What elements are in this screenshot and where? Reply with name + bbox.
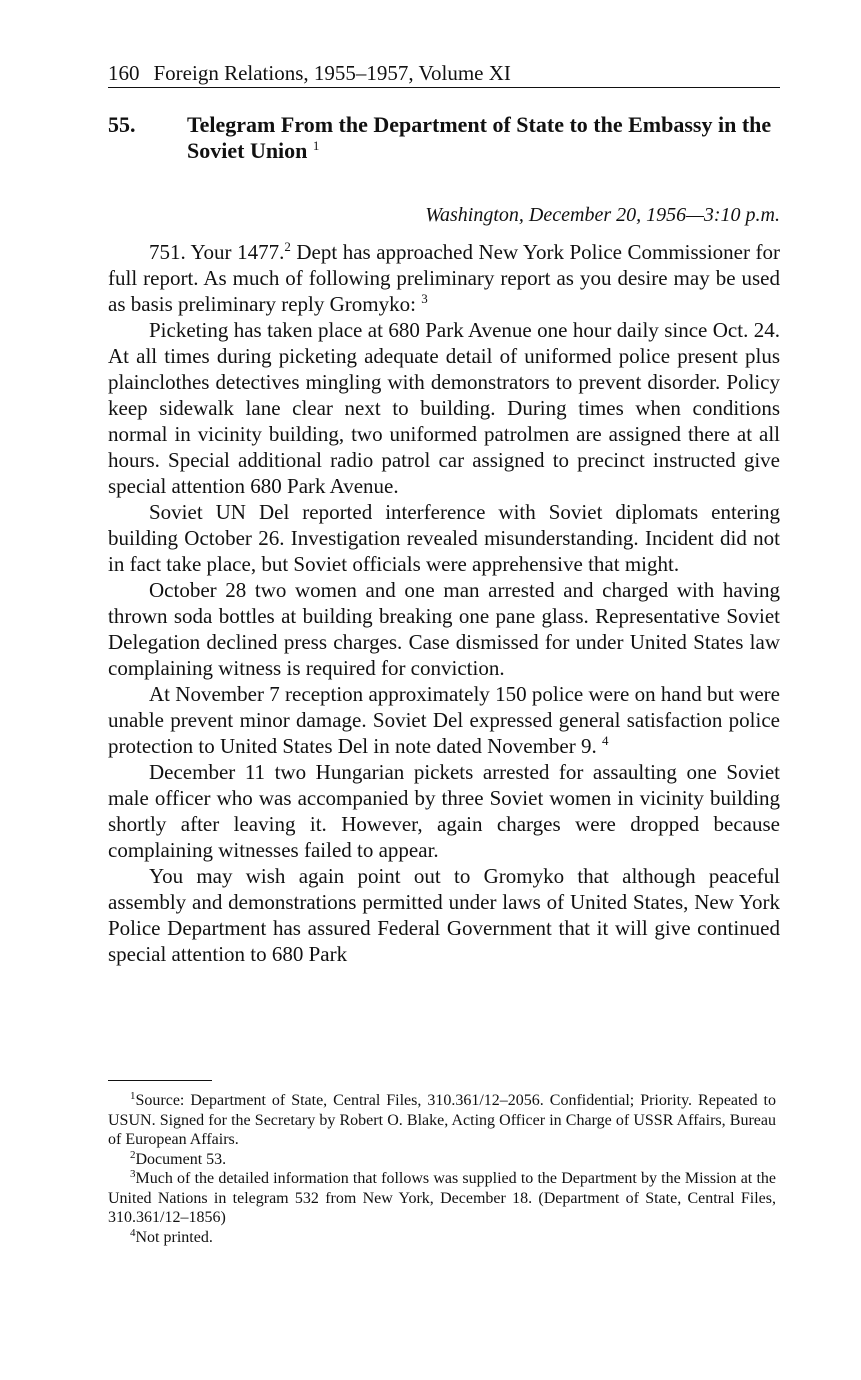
paragraph: Soviet UN Del reported interference with Soviet diplomats entering building October 26. Investigation revealed misunderstanding. Incident did not in fact take place, but Soviet officials were apprehensive that might. <box>108 500 780 576</box>
footnotes <box>108 1091 776 1247</box>
footnote-ref[interactable]: 3 <box>421 291 428 306</box>
document-title: Telegram From the Department of State to the Embassy in the Soviet Union <box>187 112 772 163</box>
footnote <box>108 1169 776 1228</box>
telegram-body <box>108 239 780 967</box>
paragraph: You may wish again point out to Gromyko that although peaceful assembly and demonstrations permitted under laws of United States, New York Police Department has assured Federal Government that it will give continued special attention to 680 Park <box>108 864 780 966</box>
footnote-text: Document 53. <box>135 1150 227 1168</box>
paragraph <box>108 239 780 317</box>
footnote-text: Not printed. <box>135 1228 213 1246</box>
document-number: 55. <box>108 112 136 137</box>
footnote-ref[interactable]: 2 <box>284 239 291 254</box>
page-number: 160 <box>108 61 140 85</box>
footnote-text: Much of the detailed information that follows was supplied to the Department by the Mission at the United Nations in telegram 532 from New York, December 18. (Department of State, Central Files, 310.361/12–1856) <box>108 1170 776 1226</box>
running-head <box>108 60 780 88</box>
footnote <box>108 1091 776 1150</box>
footnote <box>108 1150 776 1170</box>
document-title-block <box>187 112 780 164</box>
dateline: Washington, December 20, 1956—3:10 p.m. <box>425 204 780 226</box>
paragraph: October 28 two women and one man arrested and charged with having thrown soda bottles at building breaking one pane glass. Representative Soviet Delegation declined press charges. Case dismissed for under United States law complaining witness is required for conviction. <box>108 578 780 680</box>
footnote-ref[interactable]: 4 <box>601 733 609 748</box>
paragraph-text: Dept has approached New York Police Commissioner for full report. As much of following preliminary report as you desire may be used as basis preliminary reply Gromyko: <box>108 240 781 316</box>
footnote-mark: 3 <box>130 1168 136 1180</box>
footnote <box>108 1228 776 1248</box>
volume-title: Foreign Relations, 1955–1957, Volume XI <box>153 61 511 85</box>
footnote-mark: 2 <box>130 1148 136 1161</box>
footnote-divider <box>108 1080 212 1081</box>
paragraph: Picketing has taken place at 680 Park Avenue one hour daily since Oct. 24. At all times during picketing adequate detail of uniformed police present plus plainclothes detectives mingling with demonstrators to prevent disorder. Policy keep sidewalk lane clear next to building. During times when conditions normal in vicinity building, two uniformed patrolmen are assigned there at all hours. Special additional radio patrol car assigned to precinct instructed give special attention 680 Park Avenue. <box>108 318 780 498</box>
paragraph-text: At November 7 reception approximately 150 police were on hand but were unable prevent minor damage. Soviet Del expressed general satisfaction police protection to United States Del in note dated November 9. <box>108 682 780 758</box>
footnote-ref[interactable]: 1 <box>312 138 320 153</box>
footnote-text: Source: Department of State, Central Files, 310.361/12–2056. Confidential; Priority. Repeated to USUN. Signed for the Secretary by Robert O. Blake, Acting Officer in Charge of USSR Affairs, Bureau of European Affairs. <box>108 1092 776 1148</box>
footnote-mark: 1 <box>130 1090 136 1102</box>
paragraph <box>108 681 780 759</box>
paragraph-text: 751. Your 1477. <box>149 240 285 264</box>
footnote-mark: 4 <box>130 1226 136 1239</box>
paragraph: December 11 two Hungarian pickets arrested for assaulting one Soviet male officer who was accompanied by three Soviet women in vicinity building shortly after leaving it. However, again charges were dropped because complaining witnesses failed to appear. <box>108 760 780 862</box>
